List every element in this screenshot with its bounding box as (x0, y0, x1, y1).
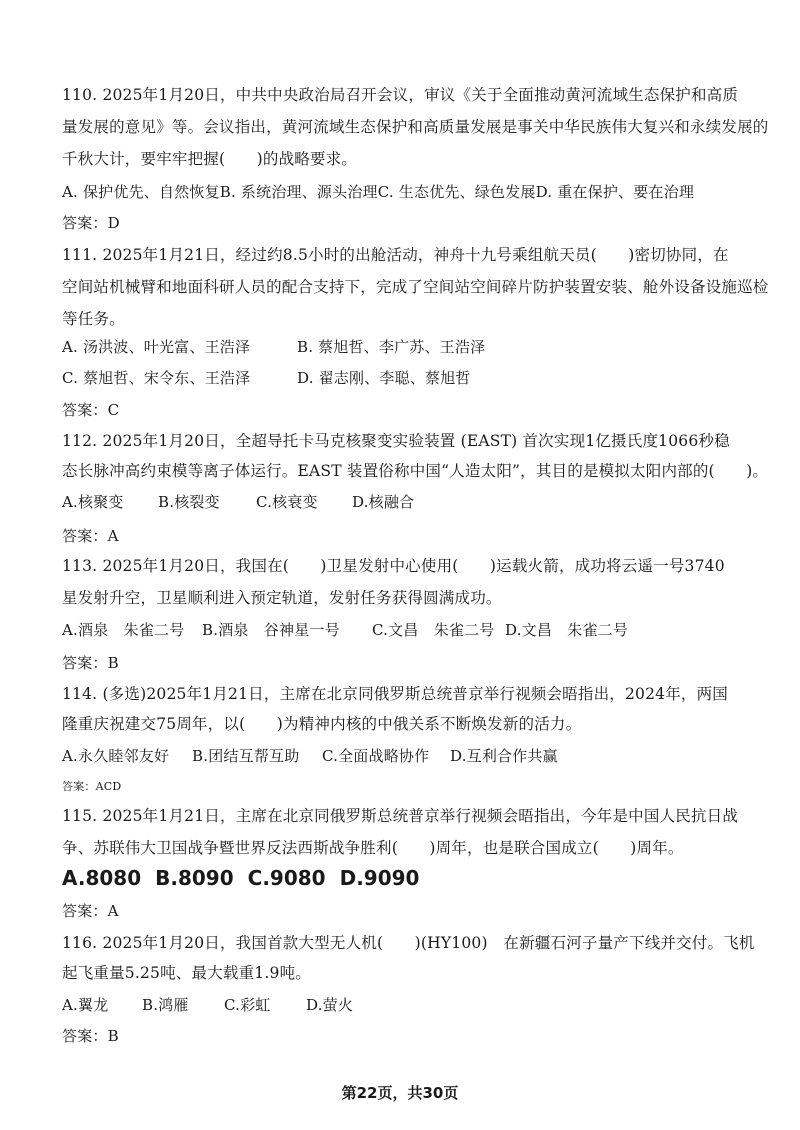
question-113-answer: 答案：B (62, 654, 119, 672)
question-115-answer: 答案：A (62, 902, 119, 920)
question-112-answer: 答案：A (62, 527, 119, 545)
question-113-option-b: B.酒泉 谷神星一号 (202, 621, 340, 639)
question-111-options-row-1 (62, 336, 485, 358)
question-116-option-b: B.鸿雁 (142, 996, 189, 1014)
question-110-line-1: 110. 2025年1月20日，中共中央政治局召开会议，审议《关于全面推动黄河流域生态保护和高质 (62, 86, 739, 104)
question-115-line-1: 115. 2025年1月21日，主席在北京同俄罗斯总统普京举行视频会晤指出，今年是中国人民抗日战 (62, 807, 739, 825)
question-114-option-c: C.全面战略协作 (322, 747, 430, 765)
question-112-line-2: 态长脉冲高约束模等离子体运行。EAST 装置俗称中国“人造太阳”，其目的是模拟太阳内部的( )。 (62, 462, 769, 480)
question-110-option-row: A. 保护优先、自然恢复B. 系统治理、源头治理C. 生态优先、绿色发展D. 重在保护、要在治理 (62, 183, 695, 201)
question-111-option-a: A. 汤洪波、叶光富、王浩泽 (62, 338, 251, 356)
question-110-options (62, 181, 694, 203)
question-115-option-c: C.9080 (247, 866, 326, 890)
question-111-answer: 答案：C (62, 401, 120, 419)
question-111-line-1: 111. 2025年1月21日，经过约8.5小时的出舱活动，神舟十九号乘组航天员( )密切协同，在 (62, 246, 729, 264)
question-112-option-b: B.核裂变 (158, 493, 220, 511)
question-115-option-a: A.8080 (62, 866, 142, 890)
question-116-line-2: 起飞重量5.25吨、最大载重1.9吨。 (62, 964, 311, 982)
question-113-option-d: D.文昌 朱雀二号 (505, 621, 629, 639)
question-113-options (62, 619, 628, 641)
question-115-option-d: D.9090 (339, 866, 420, 890)
question-112-option-a: A.核聚变 (62, 493, 124, 511)
question-110-answer: 答案：D (62, 214, 120, 232)
question-111-option-b: B. 蔡旭哲、李广苏、王浩泽 (297, 338, 486, 356)
question-112-options (62, 491, 414, 513)
question-111-line-3: 等任务。 (62, 310, 125, 328)
question-112-option-d: D.核融合 (352, 493, 415, 511)
question-116-options (62, 994, 353, 1016)
question-110-line-3: 千秋大计，要牢牢把握( )的战略要求。 (62, 150, 358, 168)
question-116-line-1: 116. 2025年1月20日，我国首款大型无人机( )(HY100) 在新疆石河子量产下线并交付。飞机 (62, 934, 755, 952)
question-112-line-1: 112. 2025年1月20日，全超导托卡马克核聚变实验装置 (EAST) 首次实现1亿摄氏度1066秒稳 (62, 432, 730, 450)
question-114-options (62, 745, 558, 767)
question-110-line-2: 量发展的意见》等。会议指出，黄河流域生态保护和高质量发展是事关中华民族伟大复兴和永续发展的 (62, 118, 769, 136)
question-114-line-1: 114. (多选)2025年1月21日，主席在北京同俄罗斯总统普京举行视频会晤指出，2024年，两国 (62, 685, 729, 703)
question-113-option-c: C.文昌 朱雀二号 (372, 621, 495, 639)
question-113-option-a: A.酒泉 朱雀二号 (62, 621, 185, 639)
question-111-option-c: C. 蔡旭哲、宋令东、王浩泽 (62, 369, 251, 387)
page-footer: 第22页，共30页 (341, 1084, 459, 1102)
question-113-line-1: 113. 2025年1月20日，我国在( )卫星发射中心使用( )运载火箭，成功将云遥一号3740 (62, 557, 725, 575)
question-116-option-c: C.彩虹 (224, 996, 271, 1014)
question-115-line-2: 争、苏联伟大卫国战争暨世界反法西斯战争胜利( )周年，也是联合国成立( )周年。 (62, 839, 684, 857)
question-111-line-2: 空间站机械臂和地面科研人员的配合支持下，完成了空间站空间碎片防护装置安装、舱外设备设施巡检 (62, 278, 769, 296)
question-116-option-d: D.萤火 (306, 996, 354, 1014)
question-112-option-c: C.核衰变 (256, 493, 318, 511)
question-116-option-a: A.翼龙 (62, 996, 109, 1014)
question-116-answer: 答案：B (62, 1027, 119, 1045)
question-115-options (62, 867, 433, 889)
question-111-option-d: D. 翟志刚、李聪、蔡旭哲 (297, 369, 471, 387)
question-114-answer: 答案：ACD (62, 780, 122, 793)
question-111-options-row-2 (62, 367, 471, 389)
question-114-option-a: A.永久睦邻友好 (62, 747, 170, 765)
question-115-option-b: B.8090 (155, 866, 234, 890)
question-114-line-2: 隆重庆祝建交75周年，以( )为精神内核的中俄关系不断焕发新的活力。 (62, 715, 582, 733)
question-114-option-d: D.互利合作共赢 (450, 747, 558, 765)
question-114-option-b: B.团结互帮互助 (192, 747, 300, 765)
question-113-line-2: 星发射升空，卫星顺利进入预定轨道，发射任务获得圆满成功。 (62, 589, 502, 607)
